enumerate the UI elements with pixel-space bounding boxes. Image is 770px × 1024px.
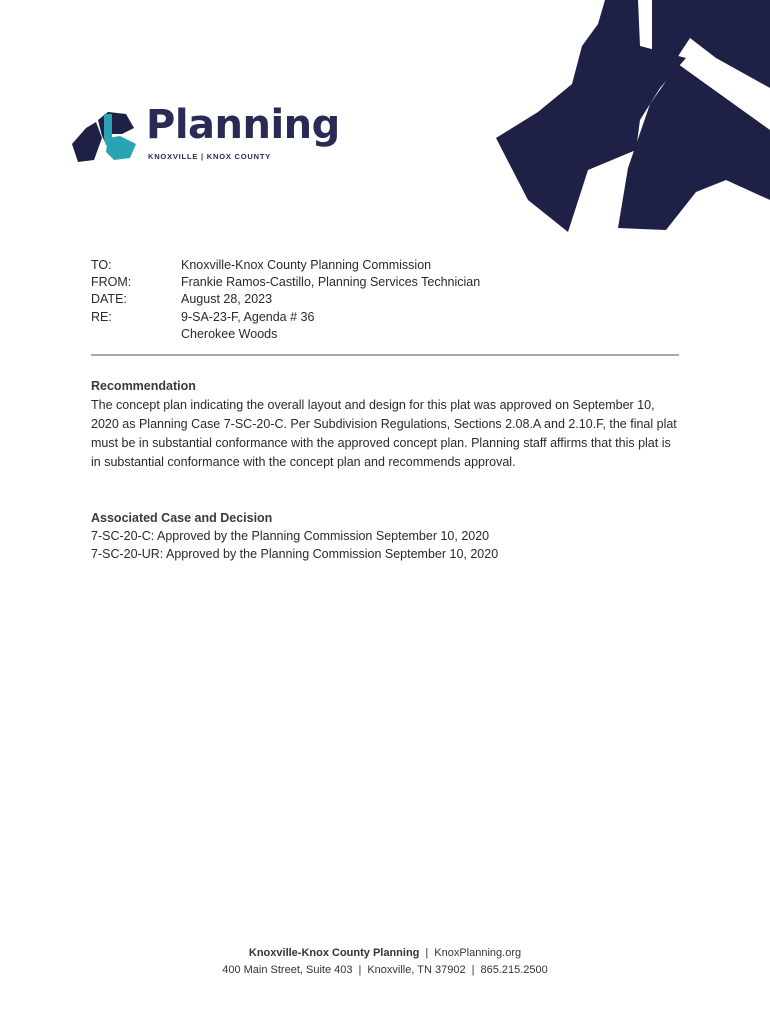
associated-case-1: 7-SC-20-C: Approved by the Planning Commission September 10, 2020	[91, 529, 490, 543]
memo-re-value	[181, 309, 681, 343]
recommendation-title: Recommendation	[91, 379, 196, 393]
header-divider	[91, 354, 679, 356]
footer-phone: 865.215.2500	[480, 964, 548, 976]
footer-city: Knoxville, TN 37902	[367, 964, 466, 976]
memo-to-label: TO:	[91, 258, 112, 272]
recommendation-section	[91, 377, 681, 472]
footer-website: KnoxPlanning.org	[434, 947, 522, 959]
memo-re-value-line-2: Cherokee Woods	[181, 326, 278, 341]
planning-logo	[72, 102, 342, 168]
memo-to-row	[91, 257, 681, 274]
footer-line-2: 400 Main Street, Suite 403 | Knoxville, TN 37902 | 865.215.2500	[222, 964, 548, 976]
planning-logo-mark-icon	[72, 108, 138, 164]
memo-date-label: DATE:	[91, 292, 127, 307]
memo-from-value: Frankie Ramos-Castillo, Planning Services Technician	[181, 275, 481, 290]
footer-address: 400 Main Street, Suite 403	[222, 964, 353, 976]
recommendation-body: The concept plan indicating the overall layout and design for this plat was approved on September 10, 2020 as Planning Case 7-SC-20-C. Per Subdivision Regulations, Sections 2.08.A and 2.10.F, the final plat must be in substantial conformance with the approved concept plan. Planning staff affirms that this plat is in substantial conformance with the concept plan and recommends approval.	[91, 398, 677, 469]
logo-wordmark: Planning	[146, 102, 340, 148]
memo-re-label: RE:	[91, 309, 112, 324]
page-footer	[0, 945, 770, 979]
k-brand-graphic	[490, 0, 770, 232]
logo-subtitle: KNOXVILLE | KNOX COUNTY	[148, 152, 272, 161]
memo-date-row	[91, 291, 681, 308]
associated-title: Associated Case and Decision	[91, 511, 273, 525]
memo-to-value: Knoxville-Knox County Planning Commission	[181, 258, 432, 272]
memo-date-value: August 28, 2023	[181, 292, 273, 307]
memo-from-label: FROM:	[91, 275, 132, 290]
associated-case-2: 7-SC-20-UR: Approved by the Planning Commission September 10, 2020	[91, 546, 499, 561]
footer-org: Knoxville-Knox County Planning	[248, 947, 420, 959]
associated-section	[91, 509, 681, 563]
memo-from-row	[91, 274, 681, 291]
memo-header	[91, 257, 681, 343]
memo-re-value-line-1: 9-SA-23-F, Agenda # 36	[181, 309, 315, 324]
memo-re-row	[91, 309, 681, 343]
footer-line-1: Knoxville-Knox County Planning | KnoxPlanning.org	[248, 947, 522, 959]
